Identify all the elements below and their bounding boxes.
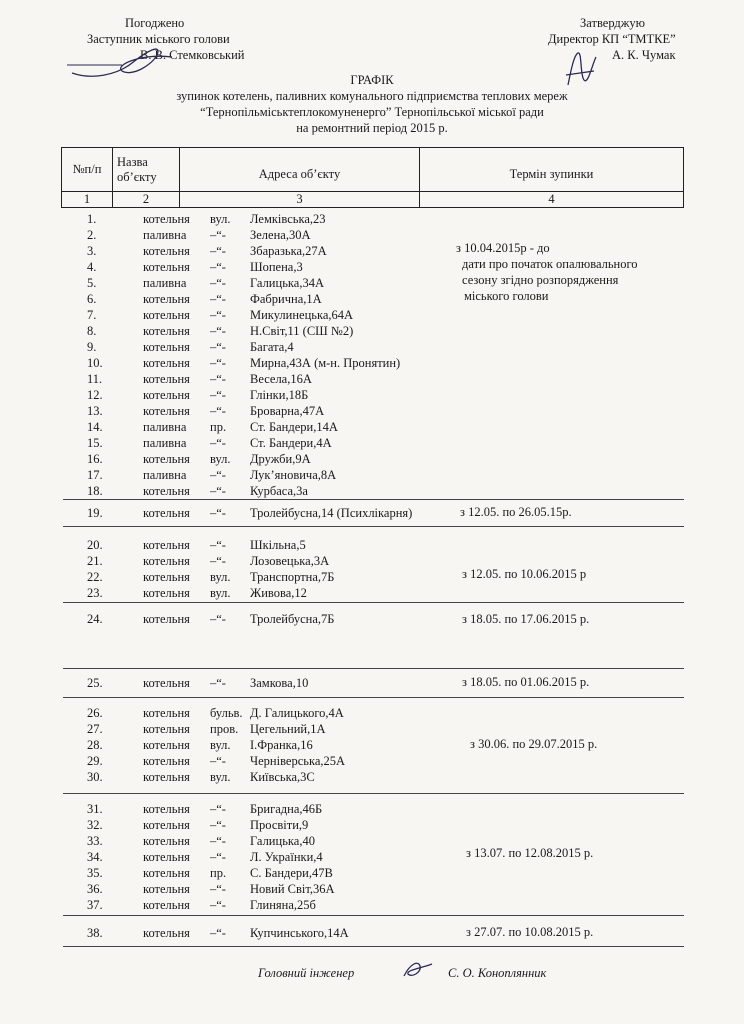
title-line-3: на ремонтний період 2015 р.: [296, 121, 448, 135]
row-object-type: котельня: [143, 926, 190, 940]
table-row: [0, 435, 744, 451]
row-number: 12.: [87, 388, 103, 402]
row-street-type: –“-: [210, 612, 226, 626]
row-number: 36.: [87, 882, 103, 896]
table-row: [0, 307, 744, 323]
row-object-type: котельня: [143, 388, 190, 402]
row-object-type: котельня: [143, 244, 190, 258]
row-street-type: –“-: [210, 404, 226, 418]
row-address: Лемківська,23: [250, 212, 326, 226]
row-object-type: котельня: [143, 882, 190, 896]
table-row: [0, 849, 744, 865]
row-object-type: котельня: [143, 404, 190, 418]
period-group-2: з 12.05. по 26.05.15р.: [460, 505, 572, 519]
group-separator: [63, 915, 684, 916]
row-address: Микулинецька,64А: [250, 308, 354, 322]
footer-name: С. О. Коноплянник: [448, 966, 547, 980]
row-address: Лозовецька,3А: [250, 554, 330, 568]
table-row: [0, 211, 744, 227]
row-number: 38.: [87, 926, 103, 940]
header-col-name: [113, 148, 180, 192]
row-address: Київська,3С: [250, 770, 315, 784]
row-street-type: –“-: [210, 228, 226, 242]
period-group-1-line-2: дати про початок опалювального: [462, 257, 638, 271]
row-address: І.Франка,16: [250, 738, 313, 752]
header-num-3: 3: [180, 192, 420, 208]
group-separator: [63, 499, 684, 500]
table-row: [0, 275, 744, 291]
row-object-type: котельня: [143, 538, 190, 552]
row-address: Глінки,18Б: [250, 388, 309, 402]
row-number: 25.: [87, 676, 103, 690]
row-address: Просвіти,9: [250, 818, 309, 832]
row-street-type: –“-: [210, 308, 226, 322]
row-number: 31.: [87, 802, 103, 816]
approval-right-name: А. К. Чумак: [612, 48, 676, 62]
row-number: 9.: [87, 340, 97, 354]
period-group-1-line-3: сезону згідно розпорядження: [462, 273, 619, 287]
schedule-header-table: [61, 147, 684, 208]
row-number: 15.: [87, 436, 103, 450]
row-address: Дружби,9А: [250, 452, 311, 466]
row-object-type: котельня: [143, 738, 190, 752]
row-object-type: котельня: [143, 212, 190, 226]
row-street-type: вул.: [210, 570, 231, 584]
approval-right-position: Директор КП “ТМТКЕ”: [548, 32, 676, 46]
row-object-type: котельня: [143, 340, 190, 354]
header-num-1: 1: [62, 192, 113, 208]
row-address: Черніверська,25А: [250, 754, 346, 768]
table-row: [0, 419, 744, 435]
row-address: Ст. Бандери,14А: [250, 420, 338, 434]
row-number: 24.: [87, 612, 103, 626]
period-group-7: з 13.07. по 12.08.2015 р.: [466, 846, 594, 860]
row-address: Галицька,34А: [250, 276, 324, 290]
table-row: [0, 355, 744, 371]
row-street-type: –“-: [210, 356, 226, 370]
row-object-type: котельня: [143, 834, 190, 848]
row-number: 10.: [87, 356, 103, 370]
row-object-type: паливна: [143, 276, 187, 290]
row-address: Купчинського,14А: [250, 926, 349, 940]
row-street-type: пр.: [210, 420, 227, 434]
table-row: [0, 483, 744, 499]
row-address: Живова,12: [250, 586, 307, 600]
row-street-type: –“-: [210, 506, 226, 520]
row-number: 35.: [87, 866, 103, 880]
period-group-5: з 18.05. по 01.06.2015 р.: [462, 675, 590, 689]
row-address: Замкова,10: [250, 676, 309, 690]
row-object-type: котельня: [143, 866, 190, 880]
row-number: 18.: [87, 484, 103, 498]
row-street-type: –“-: [210, 882, 226, 896]
period-group-3: з 12.05. по 10.06.2015 р: [462, 567, 587, 581]
row-number: 13.: [87, 404, 103, 418]
row-object-type: паливна: [143, 436, 187, 450]
footer-signature: [400, 958, 436, 982]
header-col-number: №п/п: [62, 148, 113, 192]
row-number: 14.: [87, 420, 103, 434]
row-object-type: котельня: [143, 770, 190, 784]
row-address: Шкільна,5: [250, 538, 306, 552]
table-row: [0, 705, 744, 721]
row-object-type: котельня: [143, 802, 190, 816]
row-object-type: котельня: [143, 554, 190, 568]
row-number: 8.: [87, 324, 97, 338]
row-street-type: –“-: [210, 468, 226, 482]
row-address: Броварна,47А: [250, 404, 325, 418]
row-street-type: –“-: [210, 388, 226, 402]
row-object-type: котельня: [143, 722, 190, 736]
row-object-type: котельня: [143, 452, 190, 466]
row-street-type: –“-: [210, 340, 226, 354]
table-row: [0, 721, 744, 737]
table-row: [0, 769, 744, 785]
row-street-type: –“-: [210, 538, 226, 552]
row-street-type: –“-: [210, 676, 226, 690]
table-row: [0, 737, 744, 753]
header-col-name-line2: об’єкту: [117, 169, 157, 184]
row-object-type: котельня: [143, 260, 190, 274]
approval-left-name: В. В. Стемковський: [140, 48, 245, 62]
row-address: Л. Українки,4: [250, 850, 323, 864]
title-line-1: зупинок котелень, паливних комунального підприємства теплових мереж: [176, 89, 568, 103]
table-row: [0, 371, 744, 387]
row-street-type: –“-: [210, 898, 226, 912]
row-object-type: котельня: [143, 570, 190, 584]
row-street-type: вул.: [210, 738, 231, 752]
row-number: 26.: [87, 706, 103, 720]
row-street-type: –“-: [210, 276, 226, 290]
row-number: 3.: [87, 244, 97, 258]
row-address: Транспортна,7Б: [250, 570, 335, 584]
row-address: Тролейбусна,14 (Психлікарня): [250, 506, 413, 520]
row-number: 17.: [87, 468, 103, 482]
row-object-type: котельня: [143, 612, 190, 626]
group-separator: [63, 697, 684, 698]
table-row: [0, 467, 744, 483]
table-row: [0, 537, 744, 553]
approval-left-position: Заступник міського голови: [87, 32, 230, 46]
row-object-type: котельня: [143, 706, 190, 720]
row-address: Галицька,40: [250, 834, 315, 848]
row-street-type: –“-: [210, 324, 226, 338]
period-group-1-line-4: міського голови: [464, 289, 549, 303]
period-group-4: з 18.05. по 17.06.2015 р.: [462, 612, 590, 626]
row-address: Багата,4: [250, 340, 294, 354]
row-street-type: –“-: [210, 292, 226, 306]
row-number: 7.: [87, 308, 97, 322]
table-row: [0, 585, 744, 601]
row-address: Ст. Бандери,4А: [250, 436, 332, 450]
row-address: Д. Галицького,4А: [250, 706, 344, 720]
row-object-type: котельня: [143, 484, 190, 498]
row-address: Весела,16А: [250, 372, 312, 386]
period-group-1-line-1: з 10.04.2015р - до: [456, 241, 550, 255]
row-object-type: котельня: [143, 506, 190, 520]
title-line-2: “Тернопільміськтеплокомуненерго” Тернопільської міської ради: [200, 105, 544, 119]
table-row: [0, 451, 744, 467]
row-street-type: вул.: [210, 452, 231, 466]
table-row: [0, 801, 744, 817]
row-object-type: котельня: [143, 850, 190, 864]
row-number: 29.: [87, 754, 103, 768]
row-address: Тролейбусна,7Б: [250, 612, 335, 626]
row-number: 37.: [87, 898, 103, 912]
table-row: [0, 865, 744, 881]
row-address: Курбаса,3а: [250, 484, 308, 498]
group-separator: [63, 526, 684, 527]
row-street-type: пров.: [210, 722, 239, 736]
row-object-type: паливна: [143, 228, 187, 242]
period-group-6: з 30.06. по 29.07.2015 р.: [470, 737, 598, 751]
group-separator: [63, 793, 684, 794]
row-number: 2.: [87, 228, 97, 242]
table-row: [0, 817, 744, 833]
row-number: 22.: [87, 570, 103, 584]
row-street-type: вул.: [210, 212, 231, 226]
row-object-type: котельня: [143, 586, 190, 600]
table-row: [0, 897, 744, 913]
header-col-address: Адреса об’єкту: [180, 148, 420, 192]
table-row: [0, 611, 744, 627]
row-number: 21.: [87, 554, 103, 568]
document-title: ГРАФІК: [350, 73, 394, 87]
row-street-type: –“-: [210, 754, 226, 768]
header-num-2: 2: [113, 192, 180, 208]
footer-role: Головний інженер: [258, 966, 355, 980]
row-number: 33.: [87, 834, 103, 848]
row-street-type: –“-: [210, 926, 226, 940]
row-address: Шопена,3: [250, 260, 303, 274]
header-col-period: Термін зупинки: [420, 148, 684, 192]
table-row: [0, 403, 744, 419]
table-row: [0, 569, 744, 585]
table-row: [0, 925, 744, 941]
row-number: 4.: [87, 260, 97, 274]
header-col-name-line1: Назва: [117, 154, 148, 169]
row-street-type: –“-: [210, 850, 226, 864]
row-street-type: –“-: [210, 834, 226, 848]
row-street-type: –“-: [210, 436, 226, 450]
row-object-type: котельня: [143, 898, 190, 912]
row-number: 27.: [87, 722, 103, 736]
table-row: [0, 505, 744, 521]
row-object-type: котельня: [143, 308, 190, 322]
row-object-type: котельня: [143, 356, 190, 370]
row-object-type: котельня: [143, 292, 190, 306]
row-street-type: пр.: [210, 866, 227, 880]
row-number: 34.: [87, 850, 103, 864]
row-number: 19.: [87, 506, 103, 520]
row-object-type: котельня: [143, 372, 190, 386]
group-separator: [63, 946, 684, 947]
row-address: Фабрична,1А: [250, 292, 322, 306]
row-street-type: вул.: [210, 770, 231, 784]
row-address: Бригадна,46Б: [250, 802, 323, 816]
table-row: [0, 387, 744, 403]
row-object-type: котельня: [143, 818, 190, 832]
table-row: [0, 339, 744, 355]
row-number: 6.: [87, 292, 97, 306]
table-row: [0, 833, 744, 849]
row-object-type: паливна: [143, 420, 187, 434]
table-row: [0, 227, 744, 243]
table-row: [0, 323, 744, 339]
row-street-type: –“-: [210, 818, 226, 832]
row-address: Глиняна,25б: [250, 898, 316, 912]
row-address: Цегельний,1А: [250, 722, 326, 736]
row-address: Збаразька,27А: [250, 244, 327, 258]
row-street-type: –“-: [210, 372, 226, 386]
row-street-type: –“-: [210, 244, 226, 258]
table-row: [0, 881, 744, 897]
row-number: 16.: [87, 452, 103, 466]
period-group-8: з 27.07. по 10.08.2015 р.: [466, 925, 594, 939]
row-street-type: –“-: [210, 484, 226, 498]
row-address: Зелена,30А: [250, 228, 311, 242]
row-number: 32.: [87, 818, 103, 832]
row-number: 23.: [87, 586, 103, 600]
approval-right-title: Затверджую: [580, 16, 645, 30]
row-street-type: –“-: [210, 554, 226, 568]
row-number: 20.: [87, 538, 103, 552]
row-number: 30.: [87, 770, 103, 784]
row-number: 28.: [87, 738, 103, 752]
approval-left-title: Погоджено: [125, 16, 185, 30]
row-street-type: –“-: [210, 260, 226, 274]
row-address: Мирна,43А (м-н. Пронятин): [250, 356, 401, 370]
row-number: 11.: [87, 372, 103, 386]
table-row: [0, 553, 744, 569]
row-object-type: котельня: [143, 324, 190, 338]
row-address: Лук’яновича,8А: [250, 468, 337, 482]
row-number: 5.: [87, 276, 97, 290]
table-row: [0, 753, 744, 769]
group-separator: [63, 668, 684, 669]
row-object-type: паливна: [143, 468, 187, 482]
row-street-type: –“-: [210, 802, 226, 816]
group-separator: [63, 602, 684, 603]
row-address: С. Бандери,47В: [250, 866, 333, 880]
row-object-type: котельня: [143, 676, 190, 690]
table-row: [0, 291, 744, 307]
row-address: Н.Світ,11 (СШ №2): [250, 324, 354, 338]
row-address: Новий Світ,36А: [250, 882, 335, 896]
row-street-type: бульв.: [210, 706, 243, 720]
header-num-4: 4: [420, 192, 684, 208]
table-row: [0, 675, 744, 691]
row-street-type: вул.: [210, 586, 231, 600]
row-number: 1.: [87, 212, 97, 226]
row-object-type: котельня: [143, 754, 190, 768]
